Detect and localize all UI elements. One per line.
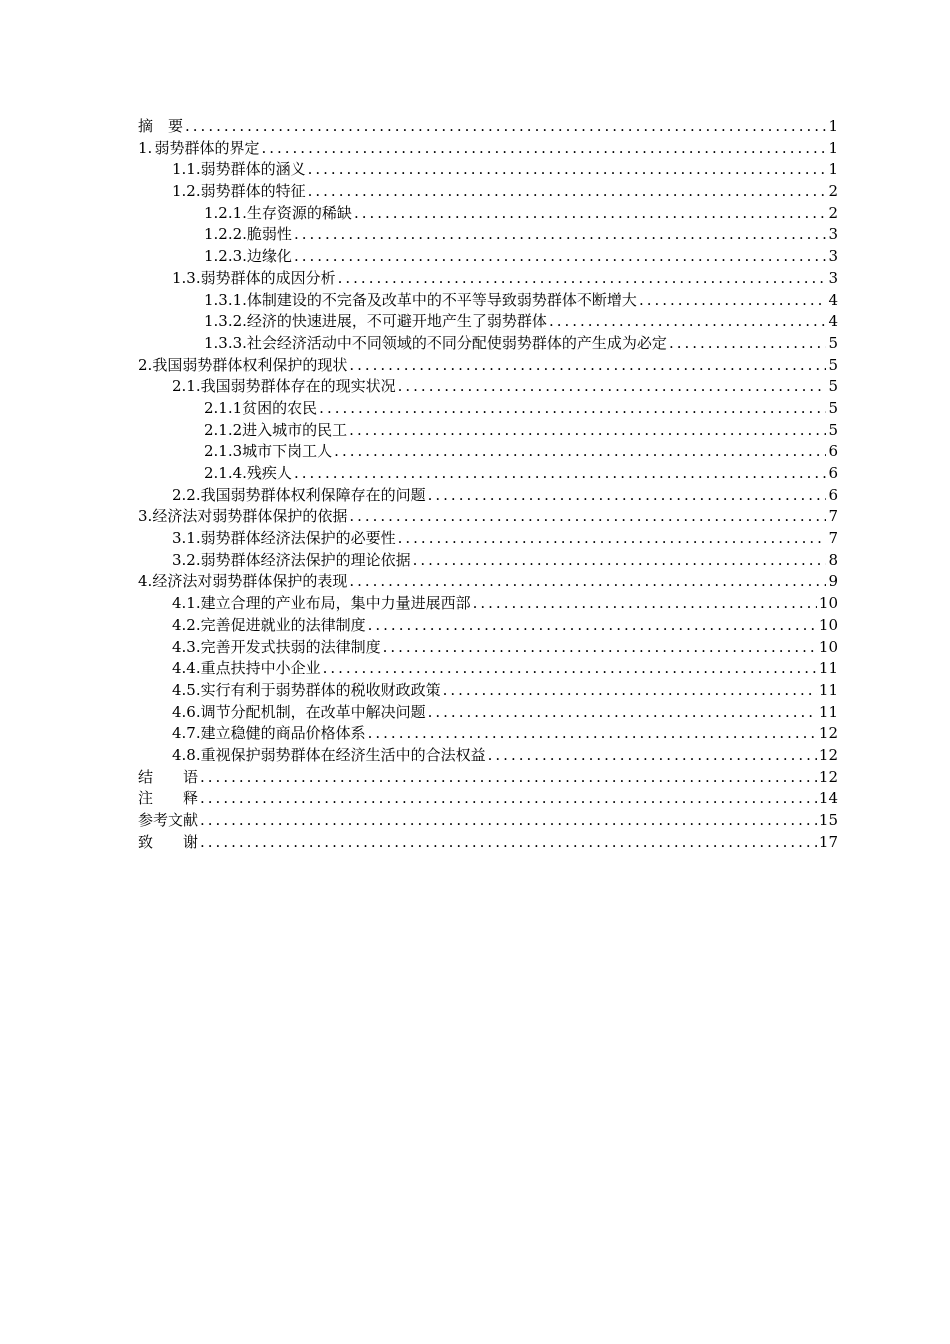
toc-page-number: 17 xyxy=(818,832,838,851)
toc-entry-title: 弱势群体的界定 xyxy=(154,138,260,157)
toc-leader-dots xyxy=(200,767,817,789)
toc-page-number: 6 xyxy=(828,442,838,461)
toc-leader-dots xyxy=(200,810,817,832)
toc-leader-dots xyxy=(261,138,826,160)
toc-entry[interactable] xyxy=(138,463,838,485)
toc-entry-title: 4.6.调节分配机制，在改革中解决问题 xyxy=(172,702,426,721)
toc-entry[interactable] xyxy=(138,810,838,832)
toc-entry[interactable] xyxy=(138,615,838,637)
toc-page-number: 11 xyxy=(818,702,838,721)
toc-entry-title: 4.8.重视保护弱势群体在经济生活中的合法权益 xyxy=(172,745,486,764)
toc-entry-number: 4. xyxy=(138,572,153,591)
toc-page-number: 5 xyxy=(828,377,838,396)
toc-page-number: 10 xyxy=(818,615,838,634)
toc-page-number: 9 xyxy=(828,572,838,591)
toc-entry-number: 1. xyxy=(138,138,153,157)
toc-entry[interactable] xyxy=(138,571,838,593)
toc-entry-title: 1.2.1.生存资源的稀缺 xyxy=(204,203,352,222)
toc-entry-title: 1.3.2.经济的快速进展，不可避开地产生了弱势群体 xyxy=(204,312,547,331)
toc-entry[interactable] xyxy=(138,788,838,810)
toc-entry-title: 1.2.2.脆弱性 xyxy=(204,225,292,244)
toc-entry[interactable] xyxy=(138,550,838,572)
toc-entry[interactable] xyxy=(138,224,838,246)
toc-leader-dots xyxy=(294,224,827,246)
toc-entry-number: 2. xyxy=(138,355,153,374)
toc-leader-dots xyxy=(349,355,826,377)
toc-entry[interactable] xyxy=(138,832,838,854)
toc-entry-title: 1.3.3.社会经济活动中不同领域的不同分配使弱势群体的产生成为必定 xyxy=(204,333,667,352)
toc-page-number: 6 xyxy=(828,464,838,482)
toc-entry-title: 4.1.建立合理的产业布局，集中力量进展西部 xyxy=(172,594,471,613)
toc-entry-title: 1.1.弱势群体的涵义 xyxy=(172,160,306,179)
toc-entry-title: 4.3.完善开发式扶弱的法律制度 xyxy=(172,637,381,656)
toc-page-number: 5 xyxy=(828,355,838,374)
table-of-contents xyxy=(138,116,838,853)
toc-leader-dots xyxy=(443,680,817,702)
toc-leader-dots xyxy=(294,246,827,268)
toc-page-number: 3 xyxy=(828,247,838,266)
toc-entry-title: 参考文献 xyxy=(138,811,199,829)
toc-page-number: 15 xyxy=(818,811,838,829)
toc-entry-title: 2.1.我国弱势群体存在的现实状况 xyxy=(172,377,396,396)
toc-entry-title: 2.1.2进入城市的民工 xyxy=(204,420,348,439)
toc-entry[interactable] xyxy=(138,268,838,290)
toc-page-number: 2 xyxy=(828,182,838,201)
toc-leader-dots xyxy=(398,376,827,398)
toc-entry-title: 4.7.建立稳健的商品价格体系 xyxy=(172,724,366,743)
toc-page-number: 12 xyxy=(818,767,838,786)
toc-entry-title: 3.1.弱势群体经济法保护的必要性 xyxy=(172,529,396,548)
toc-page-number: 10 xyxy=(818,637,838,656)
toc-page-number: 1 xyxy=(828,138,838,157)
toc-page-number: 5 xyxy=(828,420,838,439)
toc-leader-dots xyxy=(200,788,817,810)
toc-leader-dots xyxy=(398,528,827,550)
toc-entry[interactable] xyxy=(138,767,838,789)
toc-leader-dots xyxy=(319,398,826,420)
toc-entry-title: 经济法对弱势群体保护的表现 xyxy=(152,572,348,591)
toc-page-number: 3 xyxy=(828,268,838,287)
toc-leader-dots xyxy=(368,615,817,637)
toc-leader-dots xyxy=(413,550,827,572)
toc-entry-title: 2.1.4.残疾人 xyxy=(204,464,292,482)
toc-leader-dots xyxy=(338,268,827,290)
toc-page-number: 6 xyxy=(828,485,838,504)
toc-leader-dots xyxy=(428,485,827,507)
toc-leader-dots xyxy=(473,593,817,615)
toc-entry-title: 1.2.3.边缘化 xyxy=(204,247,292,266)
toc-leader-dots xyxy=(349,571,826,593)
toc-page-number: 11 xyxy=(818,680,838,699)
toc-leader-dots xyxy=(383,637,817,659)
toc-page-number: 4 xyxy=(828,290,838,309)
toc-page-number: 12 xyxy=(818,724,838,743)
toc-entry-title: 1.2.弱势群体的特征 xyxy=(172,182,306,201)
toc-page-number: 5 xyxy=(828,333,838,352)
toc-leader-dots xyxy=(488,745,817,767)
toc-page-number: 1 xyxy=(828,160,838,179)
toc-entry[interactable] xyxy=(138,702,838,724)
toc-leader-dots xyxy=(428,702,817,724)
toc-entry[interactable] xyxy=(138,159,838,181)
toc-entry[interactable] xyxy=(138,181,838,203)
toc-entry-title: 注 释 xyxy=(138,789,199,808)
toc-entry[interactable] xyxy=(138,333,838,355)
toc-entry[interactable] xyxy=(138,528,838,550)
toc-entry-title: 1.3.1.体制建设的不完备及改革中的不平等导致弱势群体不断增大 xyxy=(204,290,637,309)
toc-entry-title: 我国弱势群体权利保护的现状 xyxy=(152,355,348,374)
toc-leader-dots xyxy=(368,723,817,745)
toc-entry[interactable] xyxy=(138,376,838,398)
toc-page-number: 5 xyxy=(828,398,838,417)
toc-entry[interactable] xyxy=(138,203,838,225)
toc-entry[interactable] xyxy=(138,485,838,507)
toc-leader-dots xyxy=(349,420,826,442)
toc-leader-dots xyxy=(294,463,827,485)
toc-entry-title: 1.3.弱势群体的成因分析 xyxy=(172,268,336,287)
toc-entry[interactable] xyxy=(138,290,838,312)
toc-page-number: 14 xyxy=(818,789,838,808)
toc-entry[interactable] xyxy=(138,658,838,680)
toc-entry-title: 4.5.实行有利于弱势群体的税收财政政策 xyxy=(172,680,441,699)
toc-leader-dots xyxy=(323,658,817,680)
toc-leader-dots xyxy=(308,159,827,181)
toc-entry[interactable] xyxy=(138,116,838,138)
toc-leader-dots xyxy=(334,441,826,463)
toc-leader-dots xyxy=(549,311,827,333)
toc-page-number: 2 xyxy=(828,203,838,222)
toc-leader-dots xyxy=(308,181,827,203)
toc-entry-title: 经济法对弱势群体保护的依据 xyxy=(152,507,348,526)
toc-leader-dots xyxy=(200,832,817,854)
toc-entry-title: 2.2.我国弱势群体权利保障存在的问题 xyxy=(172,485,426,504)
toc-leader-dots xyxy=(354,203,827,225)
toc-entry-title: 2.1.3城市下岗工人 xyxy=(204,442,333,461)
toc-entry[interactable] xyxy=(138,723,838,745)
toc-entry[interactable] xyxy=(138,680,838,702)
toc-entry[interactable] xyxy=(138,420,838,442)
toc-entry[interactable] xyxy=(138,593,838,615)
toc-entry[interactable] xyxy=(138,138,838,160)
toc-entry[interactable] xyxy=(138,506,838,528)
toc-entry[interactable] xyxy=(138,637,838,659)
toc-page-number: 1 xyxy=(828,117,838,135)
toc-page-number: 3 xyxy=(828,225,838,244)
toc-entry-title: 4.4.重点扶持中小企业 xyxy=(172,659,321,678)
toc-entry-title: 3.2.弱势群体经济法保护的理论依据 xyxy=(172,550,411,569)
toc-page-number: 10 xyxy=(818,594,838,613)
toc-entry[interactable] xyxy=(138,441,838,463)
toc-entry-title: 2.1.1贫困的农民 xyxy=(204,398,318,417)
toc-leader-dots xyxy=(669,333,827,355)
toc-page-number: 11 xyxy=(818,659,838,678)
toc-entry[interactable] xyxy=(138,246,838,268)
toc-page-number: 8 xyxy=(828,550,838,569)
toc-entry-title: 摘 要 xyxy=(138,117,184,135)
toc-entry[interactable] xyxy=(138,355,838,377)
toc-entry[interactable] xyxy=(138,311,838,333)
toc-entry[interactable] xyxy=(138,398,838,420)
toc-entry-title: 致 谢 xyxy=(138,832,199,851)
toc-entry-title: 4.2.完善促进就业的法律制度 xyxy=(172,615,366,634)
toc-page-number: 4 xyxy=(828,312,838,331)
toc-entry-title: 结 语 xyxy=(138,767,199,786)
toc-page-number: 7 xyxy=(828,507,838,526)
toc-entry-number: 3. xyxy=(138,507,153,526)
toc-leader-dots xyxy=(185,116,826,138)
toc-page-number: 7 xyxy=(828,529,838,548)
toc-leader-dots xyxy=(639,290,827,312)
toc-page-number: 12 xyxy=(818,745,838,764)
toc-entry[interactable] xyxy=(138,745,838,767)
toc-leader-dots xyxy=(349,506,826,528)
